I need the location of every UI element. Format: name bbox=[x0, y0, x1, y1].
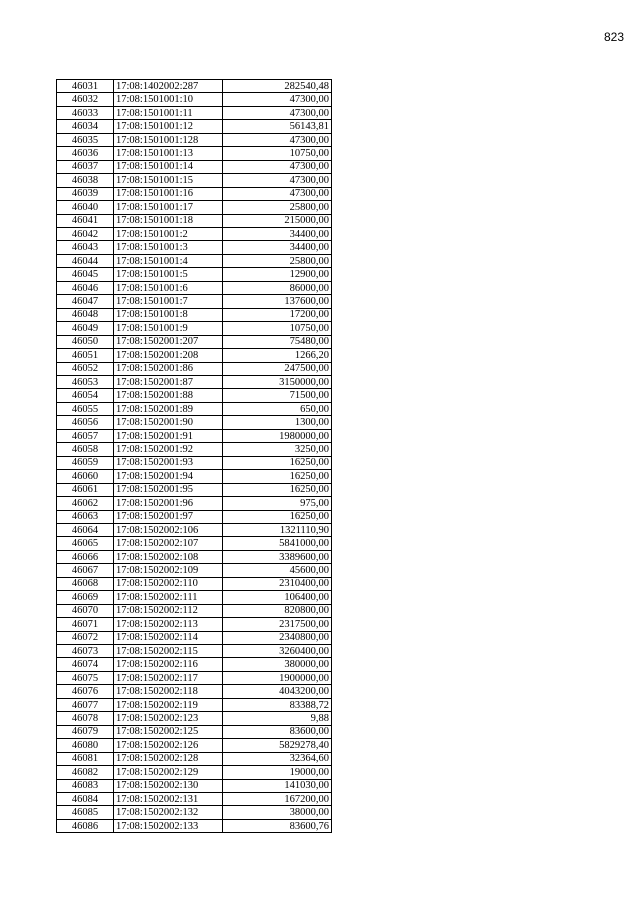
table-row bbox=[57, 658, 332, 671]
table-row bbox=[57, 752, 332, 765]
row-number-cell: 46036 bbox=[57, 147, 114, 160]
table-body bbox=[57, 80, 332, 833]
table-row bbox=[57, 214, 332, 227]
value-cell: 47300,00 bbox=[223, 160, 332, 173]
value-cell: 12900,00 bbox=[223, 268, 332, 281]
row-number-cell: 46081 bbox=[57, 752, 114, 765]
value-cell: 1321110,90 bbox=[223, 523, 332, 536]
row-number-cell: 46042 bbox=[57, 227, 114, 240]
value-cell: 10750,00 bbox=[223, 147, 332, 160]
table-row bbox=[57, 698, 332, 711]
row-number-cell: 46064 bbox=[57, 523, 114, 536]
value-cell: 75480,00 bbox=[223, 335, 332, 348]
table-row bbox=[57, 537, 332, 550]
cadastral-number-cell: 17:08:1502002:126 bbox=[114, 739, 223, 752]
table-row bbox=[57, 456, 332, 469]
table-row bbox=[57, 497, 332, 510]
table-row bbox=[57, 349, 332, 362]
cadastral-number-cell: 17:08:1502002:107 bbox=[114, 537, 223, 550]
value-cell: 38000,00 bbox=[223, 806, 332, 819]
value-cell: 5841000,00 bbox=[223, 537, 332, 550]
row-number-cell: 46058 bbox=[57, 443, 114, 456]
table-row bbox=[57, 120, 332, 133]
cadastral-number-cell: 17:08:1502002:111 bbox=[114, 591, 223, 604]
page-number: 823 bbox=[603, 30, 624, 44]
value-cell: 1266,20 bbox=[223, 349, 332, 362]
cadastral-number-cell: 17:08:1502001:93 bbox=[114, 456, 223, 469]
table-row bbox=[57, 577, 332, 590]
cadastral-number-cell: 17:08:1501001:6 bbox=[114, 281, 223, 294]
cadastral-number-cell: 17:08:1502001:86 bbox=[114, 362, 223, 375]
row-number-cell: 46051 bbox=[57, 349, 114, 362]
cadastral-number-cell: 17:08:1502002:117 bbox=[114, 671, 223, 684]
value-cell: 167200,00 bbox=[223, 793, 332, 806]
table-row bbox=[57, 147, 332, 160]
table-row bbox=[57, 483, 332, 496]
cadastral-number-cell: 17:08:1501001:7 bbox=[114, 295, 223, 308]
table-row bbox=[57, 254, 332, 267]
row-number-cell: 46061 bbox=[57, 483, 114, 496]
row-number-cell: 46079 bbox=[57, 725, 114, 738]
value-cell: 975,00 bbox=[223, 497, 332, 510]
value-cell: 47300,00 bbox=[223, 93, 332, 106]
cadastral-number-cell: 17:08:1501001:16 bbox=[114, 187, 223, 200]
value-cell: 71500,00 bbox=[223, 389, 332, 402]
value-cell: 47300,00 bbox=[223, 106, 332, 119]
value-cell: 282540,48 bbox=[223, 80, 332, 93]
row-number-cell: 46041 bbox=[57, 214, 114, 227]
table-row bbox=[57, 389, 332, 402]
cadastral-number-cell: 17:08:1502001:88 bbox=[114, 389, 223, 402]
row-number-cell: 46039 bbox=[57, 187, 114, 200]
row-number-cell: 46084 bbox=[57, 793, 114, 806]
cadastral-number-cell: 17:08:1502002:133 bbox=[114, 819, 223, 832]
value-cell: 3389600,00 bbox=[223, 550, 332, 563]
table-row bbox=[57, 510, 332, 523]
cadastral-number-cell: 17:08:1502002:106 bbox=[114, 523, 223, 536]
value-cell: 247500,00 bbox=[223, 362, 332, 375]
table-row bbox=[57, 739, 332, 752]
value-cell: 10750,00 bbox=[223, 322, 332, 335]
value-cell: 1900000,00 bbox=[223, 671, 332, 684]
row-number-cell: 46070 bbox=[57, 604, 114, 617]
table-row bbox=[57, 806, 332, 819]
cadastral-number-cell: 17:08:1502002:119 bbox=[114, 698, 223, 711]
table-row bbox=[57, 631, 332, 644]
table-row bbox=[57, 523, 332, 536]
value-cell: 5829278,40 bbox=[223, 739, 332, 752]
table-row bbox=[57, 375, 332, 388]
row-number-cell: 46062 bbox=[57, 497, 114, 510]
row-number-cell: 46034 bbox=[57, 120, 114, 133]
cadastral-number-cell: 17:08:1501001:18 bbox=[114, 214, 223, 227]
value-cell: 2310400,00 bbox=[223, 577, 332, 590]
table-row bbox=[57, 416, 332, 429]
cadastral-number-cell: 17:08:1502002:108 bbox=[114, 550, 223, 563]
row-number-cell: 46037 bbox=[57, 160, 114, 173]
value-cell: 2340800,00 bbox=[223, 631, 332, 644]
row-number-cell: 46071 bbox=[57, 618, 114, 631]
row-number-cell: 46073 bbox=[57, 645, 114, 658]
row-number-cell: 46060 bbox=[57, 470, 114, 483]
table-row bbox=[57, 618, 332, 631]
row-number-cell: 46033 bbox=[57, 106, 114, 119]
row-number-cell: 46080 bbox=[57, 739, 114, 752]
cadastral-number-cell: 17:08:1502002:110 bbox=[114, 577, 223, 590]
table-row bbox=[57, 429, 332, 442]
value-cell: 1980000,00 bbox=[223, 429, 332, 442]
row-number-cell: 46063 bbox=[57, 510, 114, 523]
value-cell: 650,00 bbox=[223, 402, 332, 415]
cadastral-number-cell: 17:08:1502001:87 bbox=[114, 375, 223, 388]
value-cell: 47300,00 bbox=[223, 133, 332, 146]
value-cell: 47300,00 bbox=[223, 174, 332, 187]
value-cell: 86000,00 bbox=[223, 281, 332, 294]
value-cell: 4043200,00 bbox=[223, 685, 332, 698]
table-row bbox=[57, 335, 332, 348]
row-number-cell: 46053 bbox=[57, 375, 114, 388]
cadastral-number-cell: 17:08:1501001:15 bbox=[114, 174, 223, 187]
row-number-cell: 46052 bbox=[57, 362, 114, 375]
row-number-cell: 46069 bbox=[57, 591, 114, 604]
value-cell: 9,88 bbox=[223, 712, 332, 725]
row-number-cell: 46085 bbox=[57, 806, 114, 819]
row-number-cell: 46086 bbox=[57, 819, 114, 832]
row-number-cell: 46048 bbox=[57, 308, 114, 321]
table-row bbox=[57, 362, 332, 375]
cadastral-number-cell: 17:08:1501001:128 bbox=[114, 133, 223, 146]
table-row bbox=[57, 308, 332, 321]
cadastral-number-cell: 17:08:1502002:125 bbox=[114, 725, 223, 738]
row-number-cell: 46043 bbox=[57, 241, 114, 254]
row-number-cell: 46032 bbox=[57, 93, 114, 106]
cadastral-number-cell: 17:08:1501001:17 bbox=[114, 201, 223, 214]
value-cell: 83600,76 bbox=[223, 819, 332, 832]
value-cell: 2317500,00 bbox=[223, 618, 332, 631]
row-number-cell: 46059 bbox=[57, 456, 114, 469]
row-number-cell: 46038 bbox=[57, 174, 114, 187]
cadastral-number-cell: 17:08:1501001:2 bbox=[114, 227, 223, 240]
value-cell: 16250,00 bbox=[223, 510, 332, 523]
value-cell: 34400,00 bbox=[223, 227, 332, 240]
cadastral-number-cell: 17:08:1502002:113 bbox=[114, 618, 223, 631]
table-row bbox=[57, 564, 332, 577]
cadastral-number-cell: 17:08:1502002:112 bbox=[114, 604, 223, 617]
value-cell: 56143,81 bbox=[223, 120, 332, 133]
cadastral-number-cell: 17:08:1501001:12 bbox=[114, 120, 223, 133]
table-row bbox=[57, 133, 332, 146]
cadastral-number-cell: 17:08:1502001:90 bbox=[114, 416, 223, 429]
value-cell: 19000,00 bbox=[223, 766, 332, 779]
row-number-cell: 46083 bbox=[57, 779, 114, 792]
value-cell: 3250,00 bbox=[223, 443, 332, 456]
row-number-cell: 46066 bbox=[57, 550, 114, 563]
row-number-cell: 46068 bbox=[57, 577, 114, 590]
cadastral-number-cell: 17:08:1502002:116 bbox=[114, 658, 223, 671]
value-cell: 1300,00 bbox=[223, 416, 332, 429]
table-row bbox=[57, 187, 332, 200]
table-row bbox=[57, 201, 332, 214]
value-cell: 32364,60 bbox=[223, 752, 332, 765]
table-row bbox=[57, 295, 332, 308]
table-row bbox=[57, 281, 332, 294]
cadastral-number-cell: 17:08:1502002:123 bbox=[114, 712, 223, 725]
row-number-cell: 46055 bbox=[57, 402, 114, 415]
table-row bbox=[57, 241, 332, 254]
table-row bbox=[57, 604, 332, 617]
row-number-cell: 46040 bbox=[57, 201, 114, 214]
row-number-cell: 46057 bbox=[57, 429, 114, 442]
value-cell: 16250,00 bbox=[223, 470, 332, 483]
cadastral-number-cell: 17:08:1502001:94 bbox=[114, 470, 223, 483]
table-row bbox=[57, 779, 332, 792]
row-number-cell: 46031 bbox=[57, 80, 114, 93]
row-number-cell: 46082 bbox=[57, 766, 114, 779]
value-cell: 47300,00 bbox=[223, 187, 332, 200]
cadastral-number-cell: 17:08:1502001:208 bbox=[114, 349, 223, 362]
table-row bbox=[57, 712, 332, 725]
row-number-cell: 46067 bbox=[57, 564, 114, 577]
table-row bbox=[57, 93, 332, 106]
cadastral-number-cell: 17:08:1502001:207 bbox=[114, 335, 223, 348]
row-number-cell: 46075 bbox=[57, 671, 114, 684]
table-row bbox=[57, 725, 332, 738]
row-number-cell: 46047 bbox=[57, 295, 114, 308]
cadastral-number-cell: 17:08:1502001:91 bbox=[114, 429, 223, 442]
table-row bbox=[57, 685, 332, 698]
value-cell: 106400,00 bbox=[223, 591, 332, 604]
cadastral-number-cell: 17:08:1501001:14 bbox=[114, 160, 223, 173]
value-cell: 137600,00 bbox=[223, 295, 332, 308]
value-cell: 820800,00 bbox=[223, 604, 332, 617]
cadastral-number-cell: 17:08:1502002:118 bbox=[114, 685, 223, 698]
cadastral-number-cell: 17:08:1501001:10 bbox=[114, 93, 223, 106]
table-row bbox=[57, 322, 332, 335]
row-number-cell: 46065 bbox=[57, 537, 114, 550]
table-row bbox=[57, 550, 332, 563]
table-row bbox=[57, 160, 332, 173]
cadastral-number-cell: 17:08:1502001:97 bbox=[114, 510, 223, 523]
value-cell: 215000,00 bbox=[223, 214, 332, 227]
table-row bbox=[57, 766, 332, 779]
table-row bbox=[57, 227, 332, 240]
cadastral-number-cell: 17:08:1502002:131 bbox=[114, 793, 223, 806]
cadastral-number-cell: 17:08:1502002:114 bbox=[114, 631, 223, 644]
row-number-cell: 46078 bbox=[57, 712, 114, 725]
row-number-cell: 46044 bbox=[57, 254, 114, 267]
table-row bbox=[57, 591, 332, 604]
value-cell: 380000,00 bbox=[223, 658, 332, 671]
row-number-cell: 46035 bbox=[57, 133, 114, 146]
cadastral-number-cell: 17:08:1501001:13 bbox=[114, 147, 223, 160]
value-cell: 34400,00 bbox=[223, 241, 332, 254]
cadastral-number-cell: 17:08:1502001:89 bbox=[114, 402, 223, 415]
cadastral-number-cell: 17:08:1501001:4 bbox=[114, 254, 223, 267]
row-number-cell: 46074 bbox=[57, 658, 114, 671]
table-row bbox=[57, 671, 332, 684]
table-row bbox=[57, 268, 332, 281]
row-number-cell: 46076 bbox=[57, 685, 114, 698]
value-cell: 16250,00 bbox=[223, 456, 332, 469]
cadastral-number-cell: 17:08:1501001:11 bbox=[114, 106, 223, 119]
table-row bbox=[57, 174, 332, 187]
row-number-cell: 46050 bbox=[57, 335, 114, 348]
value-cell: 25800,00 bbox=[223, 254, 332, 267]
row-number-cell: 46049 bbox=[57, 322, 114, 335]
value-cell: 25800,00 bbox=[223, 201, 332, 214]
cadastral-number-cell: 17:08:1501001:9 bbox=[114, 322, 223, 335]
value-cell: 45600,00 bbox=[223, 564, 332, 577]
cadastral-number-cell: 17:08:1502002:129 bbox=[114, 766, 223, 779]
value-cell: 83600,00 bbox=[223, 725, 332, 738]
table-row bbox=[57, 470, 332, 483]
table-row bbox=[57, 819, 332, 832]
value-cell: 141030,00 bbox=[223, 779, 332, 792]
cadastral-number-cell: 17:08:1502001:95 bbox=[114, 483, 223, 496]
table-row bbox=[57, 443, 332, 456]
row-number-cell: 46054 bbox=[57, 389, 114, 402]
table-row bbox=[57, 402, 332, 415]
row-number-cell: 46077 bbox=[57, 698, 114, 711]
cadastral-value-table bbox=[56, 79, 332, 833]
value-cell: 3260400,00 bbox=[223, 645, 332, 658]
cadastral-number-cell: 17:08:1502002:128 bbox=[114, 752, 223, 765]
row-number-cell: 46056 bbox=[57, 416, 114, 429]
cadastral-number-cell: 17:08:1402002:287 bbox=[114, 80, 223, 93]
cadastral-number-cell: 17:08:1502002:132 bbox=[114, 806, 223, 819]
value-cell: 16250,00 bbox=[223, 483, 332, 496]
row-number-cell: 46045 bbox=[57, 268, 114, 281]
cadastral-number-cell: 17:08:1501001:5 bbox=[114, 268, 223, 281]
value-cell: 17200,00 bbox=[223, 308, 332, 321]
row-number-cell: 46072 bbox=[57, 631, 114, 644]
row-number-cell: 46046 bbox=[57, 281, 114, 294]
table-row bbox=[57, 645, 332, 658]
cadastral-number-cell: 17:08:1502001:92 bbox=[114, 443, 223, 456]
cadastral-number-cell: 17:08:1501001:3 bbox=[114, 241, 223, 254]
value-cell: 3150000,00 bbox=[223, 375, 332, 388]
cadastral-number-cell: 17:08:1502002:130 bbox=[114, 779, 223, 792]
value-cell: 83388,72 bbox=[223, 698, 332, 711]
table-row bbox=[57, 80, 332, 93]
cadastral-number-cell: 17:08:1501001:8 bbox=[114, 308, 223, 321]
cadastral-number-cell: 17:08:1502002:115 bbox=[114, 645, 223, 658]
table-row bbox=[57, 106, 332, 119]
cadastral-number-cell: 17:08:1502001:96 bbox=[114, 497, 223, 510]
table-row bbox=[57, 793, 332, 806]
cadastral-number-cell: 17:08:1502002:109 bbox=[114, 564, 223, 577]
